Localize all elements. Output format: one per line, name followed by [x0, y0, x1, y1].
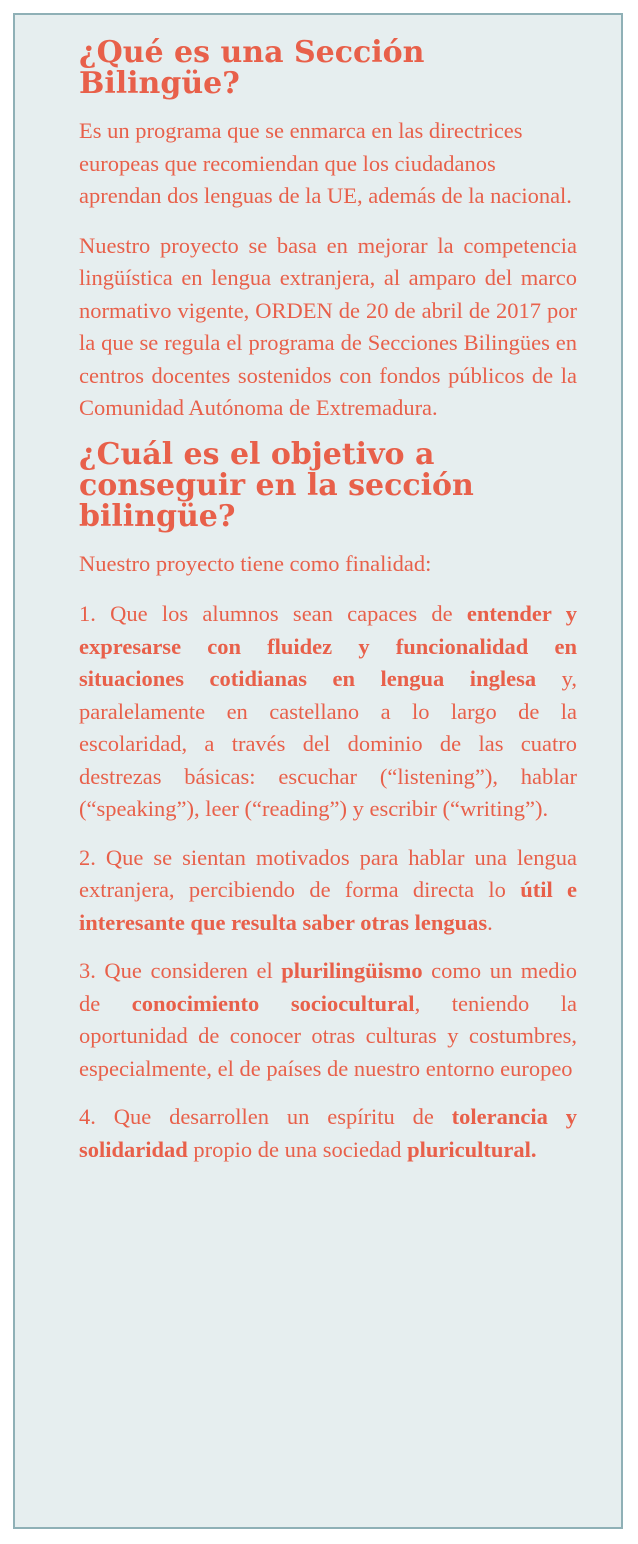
objective-item-4-text-a: 4. Que desarrollen un espíritu de [79, 1104, 452, 1129]
objective-item-3-emphasis-2: conocimiento sociocultural [131, 990, 415, 1016]
objective-item-1-text-a: 1. Que los alumnos sean capaces de [79, 601, 467, 626]
objective-item-1-emphasis: entender y expresarse con fluidez y funcionalidad en situaciones cotidianas en lengua inglesa [79, 601, 577, 691]
objective-item-2-text-a: 2. Que se sientan motivados para hablar una lengua extranjera, percibiendo de forma directa lo [79, 844, 577, 902]
objective-intro: Nuestro proyecto tiene como finalidad: [79, 550, 432, 576]
objective-item-1 [79, 598, 577, 826]
objective-item-3-text-e: , teniendo la oportunidad de conocer otras culturas y costumbres, especialmente, el de países de nuestro entorno europeo [79, 990, 577, 1081]
objective-item-4 [79, 1101, 577, 1166]
objective-item-4-emphasis-2: pluricultural. [407, 1136, 537, 1162]
objective-item-2-emphasis: útil e interesante que resulta saber otras lenguas [79, 877, 577, 935]
objective-item-4-text-c: propio de una sociedad [187, 1136, 408, 1162]
objective-item-3 [79, 955, 577, 1085]
info-panel [13, 13, 623, 1529]
objective-item-1-text-c: y, paralelamente en castellano a lo largo de la escolaridad, a través del dominio de las cuatro destrezas básicas: escuchar (“listening”), hablar (“speaking”), leer (“reading”) y escribir (“writing”). [79, 666, 577, 821]
section-title-what-is: ¿Qué es una Sección Bilingüe? [79, 35, 425, 101]
objective-item-2-text-c: . [487, 909, 493, 935]
section-title-objective: ¿Cuál es el objetivo a conseguir en la sección bilingüe? [79, 436, 474, 534]
objective-item-4-emphasis-1: tolerancia y solidaridad [79, 1104, 577, 1162]
panel-content [79, 37, 577, 1166]
objective-item-3-text-c: como un medio de [79, 958, 577, 1016]
definition-paragraph: Es un programa que se enmarca en las directrices europeas que recomiendan que los ciudadanos aprendan dos lenguas de la UE, además de la nacional. [79, 118, 572, 208]
project-paragraph: Nuestro proyecto se basa en mejorar la competencia lingüística en lengua extranjera, al amparo del marco normativo vigente, ORDEN de 20 de abril de 2017 por la que se regula el programa de Secciones Bilingües en centros docentes sostenidos con fondos públicos de la Comunidad Autónoma de Extremadura. [79, 232, 577, 420]
objective-item-2 [79, 842, 577, 940]
objective-item-3-text-a: 3. Que consideren el [79, 958, 282, 983]
objective-item-3-emphasis-1: plurilingüismo [281, 958, 423, 983]
